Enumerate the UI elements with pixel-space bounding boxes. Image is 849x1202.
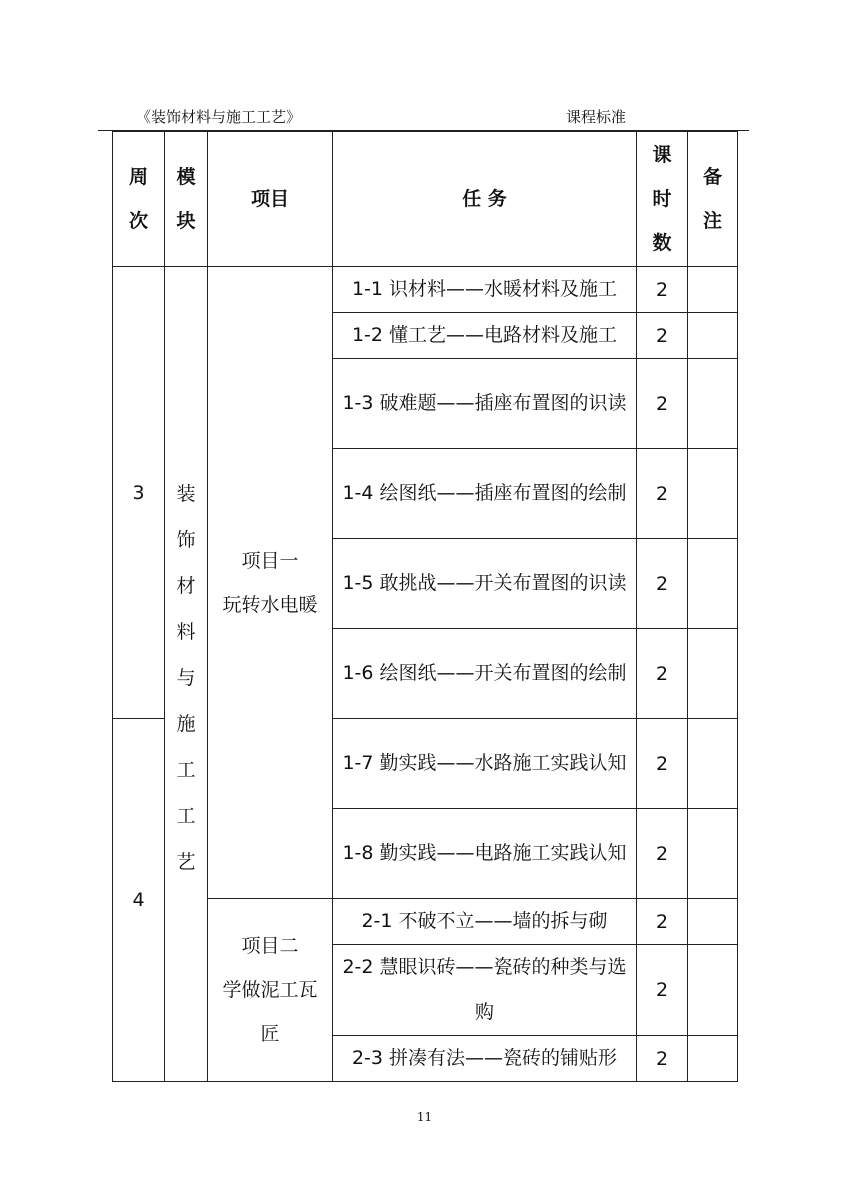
document-title: 《装饰材料与施工工艺》 bbox=[136, 108, 302, 126]
header-project: 项目 bbox=[208, 132, 333, 267]
course-schedule-table bbox=[112, 131, 738, 1082]
task-cell: 1-7 勤实践——水路施工实践认知 bbox=[333, 719, 637, 809]
header-task: 任 务 bbox=[333, 132, 637, 267]
hours-cell: 2 bbox=[637, 629, 688, 719]
week-cell-3: 3 bbox=[113, 267, 165, 719]
task-cell: 2-2 慧眼识砖——瓷砖的种类与选购 bbox=[333, 945, 637, 1036]
hours-cell: 2 bbox=[637, 899, 688, 945]
table-header-row bbox=[113, 132, 738, 267]
task-cell: 1-4 绘图纸——插座布置图的绘制 bbox=[333, 449, 637, 539]
task-cell: 1-5 敢挑战——开关布置图的识读 bbox=[333, 539, 637, 629]
hours-cell: 2 bbox=[637, 359, 688, 449]
hours-cell: 2 bbox=[637, 449, 688, 539]
remarks-cell bbox=[688, 449, 738, 539]
remarks-cell bbox=[688, 809, 738, 899]
remarks-cell bbox=[688, 313, 738, 359]
header-hours: 课 时 数 bbox=[637, 132, 688, 267]
task-cell: 1-1 识材料——水暖材料及施工 bbox=[333, 267, 637, 313]
remarks-cell bbox=[688, 267, 738, 313]
remarks-cell bbox=[688, 359, 738, 449]
remarks-cell bbox=[688, 945, 738, 1036]
hours-cell: 2 bbox=[637, 313, 688, 359]
header-module: 模 块 bbox=[165, 132, 208, 267]
project1-cell: 项目一 玩转水电暖 bbox=[208, 267, 333, 899]
task-cell: 1-2 懂工艺——电路材料及施工 bbox=[333, 313, 637, 359]
task-cell: 1-8 勤实践——电路施工实践认知 bbox=[333, 809, 637, 899]
remarks-cell bbox=[688, 719, 738, 809]
remarks-cell bbox=[688, 899, 738, 945]
hours-cell: 2 bbox=[637, 539, 688, 629]
hours-cell: 2 bbox=[637, 719, 688, 809]
task-cell: 1-6 绘图纸——开关布置图的绘制 bbox=[333, 629, 637, 719]
page-number: 11 bbox=[416, 1110, 433, 1124]
module-cell: 装 饰 材 料 与 施 工 工 艺 bbox=[165, 267, 208, 1082]
header-remarks: 备 注 bbox=[688, 132, 738, 267]
hours-cell: 2 bbox=[637, 1036, 688, 1082]
hours-cell: 2 bbox=[637, 945, 688, 1036]
document-subtitle: 课程标准 bbox=[566, 108, 627, 126]
task-cell: 2-3 拼凑有法——瓷砖的铺贴形 bbox=[333, 1036, 637, 1082]
hours-cell: 2 bbox=[637, 267, 688, 313]
week-cell-4: 4 bbox=[113, 719, 165, 1082]
remarks-cell bbox=[688, 629, 738, 719]
project2-cell: 项目二 学做泥工瓦 匠 bbox=[208, 899, 333, 1082]
task-cell: 1-3 破难题——插座布置图的识读 bbox=[333, 359, 637, 449]
remarks-cell bbox=[688, 1036, 738, 1082]
header-week: 周 次 bbox=[113, 132, 165, 267]
task-cell: 2-1 不破不立——墙的拆与砌 bbox=[333, 899, 637, 945]
table-row bbox=[113, 267, 738, 313]
hours-cell: 2 bbox=[637, 809, 688, 899]
remarks-cell bbox=[688, 539, 738, 629]
